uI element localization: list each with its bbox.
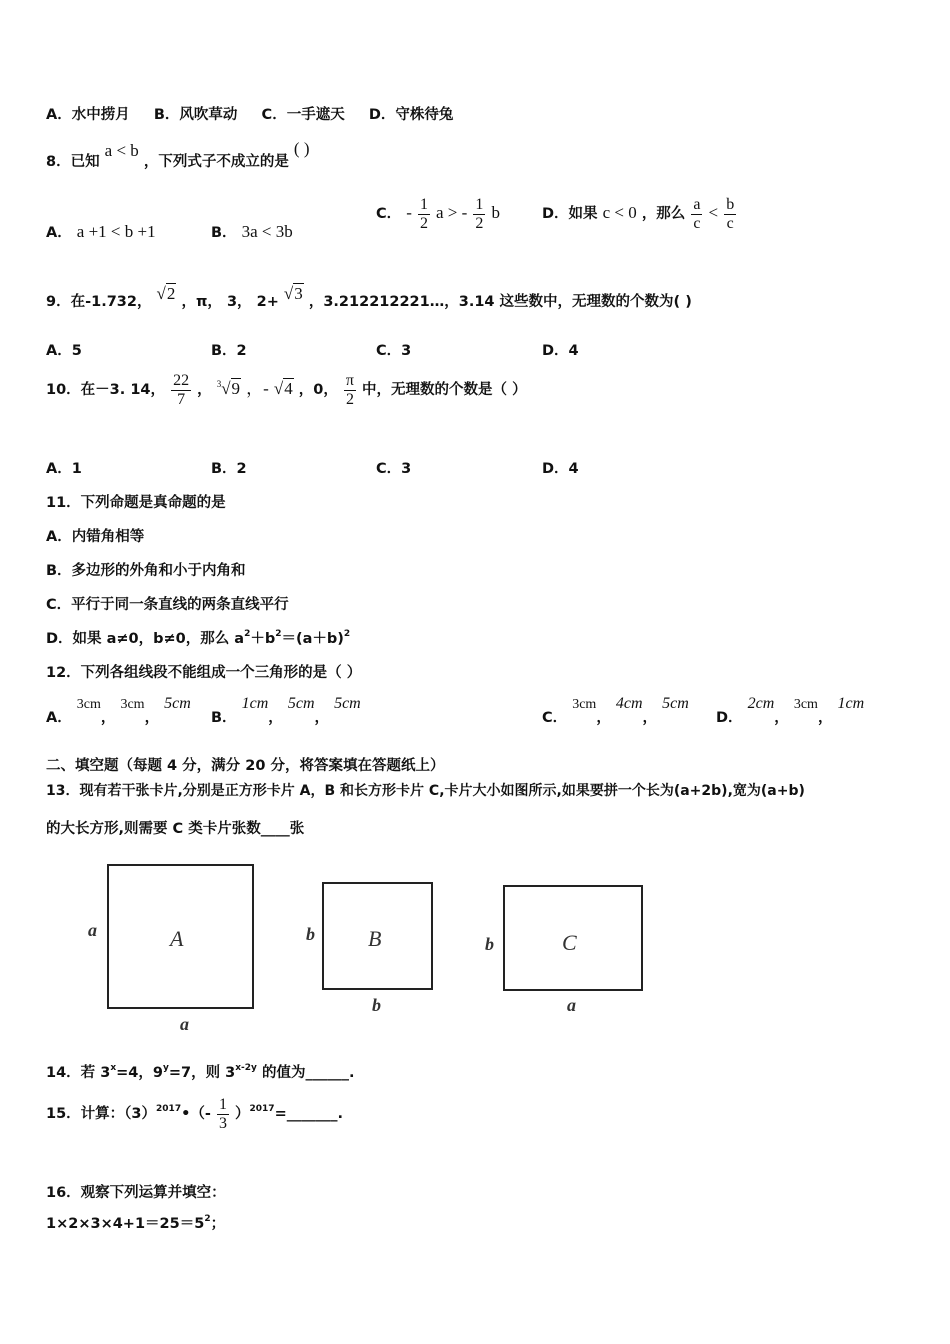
q9-mid: ，π， 3， 2+ <box>181 294 279 310</box>
card-c-side-label: b <box>485 934 494 954</box>
q14-stem: 14．若 $3^x=4$，$9^y=7$，则 $3^{x-2y}$ 的值为______. <box>46 1063 355 1081</box>
q9-suffix: ，3.212212221…，3.14 这些数中，无理数的个数为( ) <box>308 294 692 310</box>
q8-paren: ( ) <box>293 139 310 158</box>
q7-options <box>46 103 453 124</box>
card-c-label: C <box>562 930 577 955</box>
q12-option-b-label: B． <box>211 710 237 726</box>
q9-sqrt2: √2 <box>156 284 176 303</box>
q10-cbrt9: $^3$√9 <box>216 379 241 399</box>
q10-neg: ，- <box>246 379 269 399</box>
card-b-label: B <box>368 926 382 951</box>
q10-stem: 10．在－3. 14， $\frac{22}{7}$ ， $^3$√9 ，- √4 ，0， $\frac{\pi}{2}$ 中，无理数的个数是（ ） <box>46 372 527 408</box>
q8-option-d-frac1: $\frac{a}{c}$ <box>693 196 701 232</box>
q8-option-a-label: A． <box>46 225 72 241</box>
q8-option-c-end: b <box>491 203 500 223</box>
q8-option-a <box>46 221 156 242</box>
q7-option-b: B．风吹草动 <box>153 107 238 123</box>
q8-option-d-frac2: $\frac{b}{c}$ <box>726 196 735 232</box>
q7-option-a: A．水中捞月 <box>46 107 130 123</box>
q12-stem: 12．下列各组线段不能组成一个三角形的是（ ） <box>46 665 362 681</box>
q8-condition: a < b <box>104 141 139 160</box>
q13-line2: 的大长方形,则需要 C 类卡片张数____张 <box>46 821 305 837</box>
q8-stem <box>46 139 310 170</box>
q10-option-c: C．3 <box>376 461 412 477</box>
q12-option-c-label: C． <box>542 710 568 726</box>
q12-option-d-label: D． <box>716 710 743 726</box>
q11-option-a: A．内错角相等 <box>46 529 145 545</box>
q8-option-d-cond: c < 0 <box>602 203 637 223</box>
q10-prefix: 10．在－3. 14， <box>46 382 166 399</box>
q8-option-c-mid: a > - <box>436 203 468 223</box>
q7-option-c: C．一手遮天 <box>261 107 345 123</box>
q10-option-b: B．2 <box>211 461 247 477</box>
q10-suffix: 中，无理数的个数是（ ） <box>362 382 527 399</box>
q10-frac-22-7: $\frac{22}{7}$ <box>173 372 190 408</box>
q9-option-d: D．4 <box>542 343 579 359</box>
q8-option-b-expr: 3a < 3b <box>241 222 293 241</box>
q10-option-a: A．1 <box>46 461 82 477</box>
q7-option-d: D．守株待兔 <box>368 107 454 123</box>
q12-option-d: D． 2cm， 3cm， 1cm <box>716 695 865 726</box>
card-b-bottom-label: b <box>372 995 381 1015</box>
q11-stem: 11．下列命题是真命题的是 <box>46 495 226 511</box>
q8-option-b <box>211 221 293 242</box>
q15-stem: 15．计算：$(3)^{2017}•(-$ $\frac{1}{3}$ ）$^{2017}$=_______. <box>46 1096 343 1132</box>
q9-option-c: C．3 <box>376 343 412 359</box>
q8-option-d-lt: < <box>708 203 719 223</box>
q16-line1: $1\times 2\times 3\times 4+1=25=5^2$； <box>46 1214 226 1232</box>
q15-frac: $\frac{1}{3}$ <box>218 1096 227 1132</box>
q8-option-c-frac2: $\frac{1}{2}$ <box>475 196 484 232</box>
q8-option-c-frac1: $\frac{1}{2}$ <box>419 196 428 232</box>
q16-stem: 16．观察下列运算并填空： <box>46 1185 226 1201</box>
q8-option-b-label: B． <box>211 225 237 241</box>
card-b-side-label: b <box>306 924 315 944</box>
q12-option-a: A． 3cm， 3cm， 5cm <box>46 695 191 726</box>
q9-option-b: B．2 <box>211 343 247 359</box>
q8-option-c <box>376 196 500 232</box>
q12-option-a-label: A． <box>46 710 72 726</box>
card-a-bottom-label: a <box>180 1014 189 1034</box>
q11-option-b: B．多边形的外角和小于内角和 <box>46 563 246 579</box>
card-c-bottom-label: a <box>567 995 576 1015</box>
q10-sqrt4: √4 <box>273 379 293 399</box>
q8-option-d-then: ，那么 <box>641 206 686 223</box>
section-2-title: 二、填空题（每题 4 分，满分 20 分，将答案填在答题纸上） <box>46 758 445 774</box>
q10-frac-pi-2: $\frac{\pi}{2}$ <box>345 372 354 408</box>
q11-option-d: D．如果 a≠0，b≠0，那么 $a^2+b^2=(a+b)^2$ <box>46 629 351 647</box>
q11-option-c: C．平行于同一条直线的两条直线平行 <box>46 597 289 613</box>
q10-option-d: D．4 <box>542 461 579 477</box>
q9-prefix: 9．在-1.732， <box>46 294 152 310</box>
q12-option-c: C． 3cm， 4cm， 5cm <box>542 695 689 726</box>
q9-sqrt3: √3 <box>283 284 303 303</box>
q9-option-a: A．5 <box>46 343 82 359</box>
q12-option-b: B． 1cm， 5cm， 5cm <box>211 695 361 726</box>
q8-option-d-label: D．如果 <box>542 206 598 223</box>
q8-option-a-expr: a +1 < b +1 <box>76 222 156 241</box>
q13-line1: 13．现有若干张卡片,分别是正方形卡片 A，B 和长方形卡片 C,卡片大小如图所示,如果要拼一个长为(a+2b),宽为(a+b) <box>46 783 805 799</box>
q8-option-d <box>542 196 737 232</box>
q8-prefix: 8．已知 <box>46 154 100 170</box>
q8-option-c-label: C． <box>376 206 402 223</box>
q8-suffix: ，下列式子不成立的是 <box>143 154 289 170</box>
q10-zero: ，0， <box>298 382 338 399</box>
q9-stem <box>46 283 692 310</box>
q8-option-c-minus: - <box>406 203 412 223</box>
card-a-side-label: a <box>88 920 97 940</box>
card-a-label: A <box>170 926 184 951</box>
